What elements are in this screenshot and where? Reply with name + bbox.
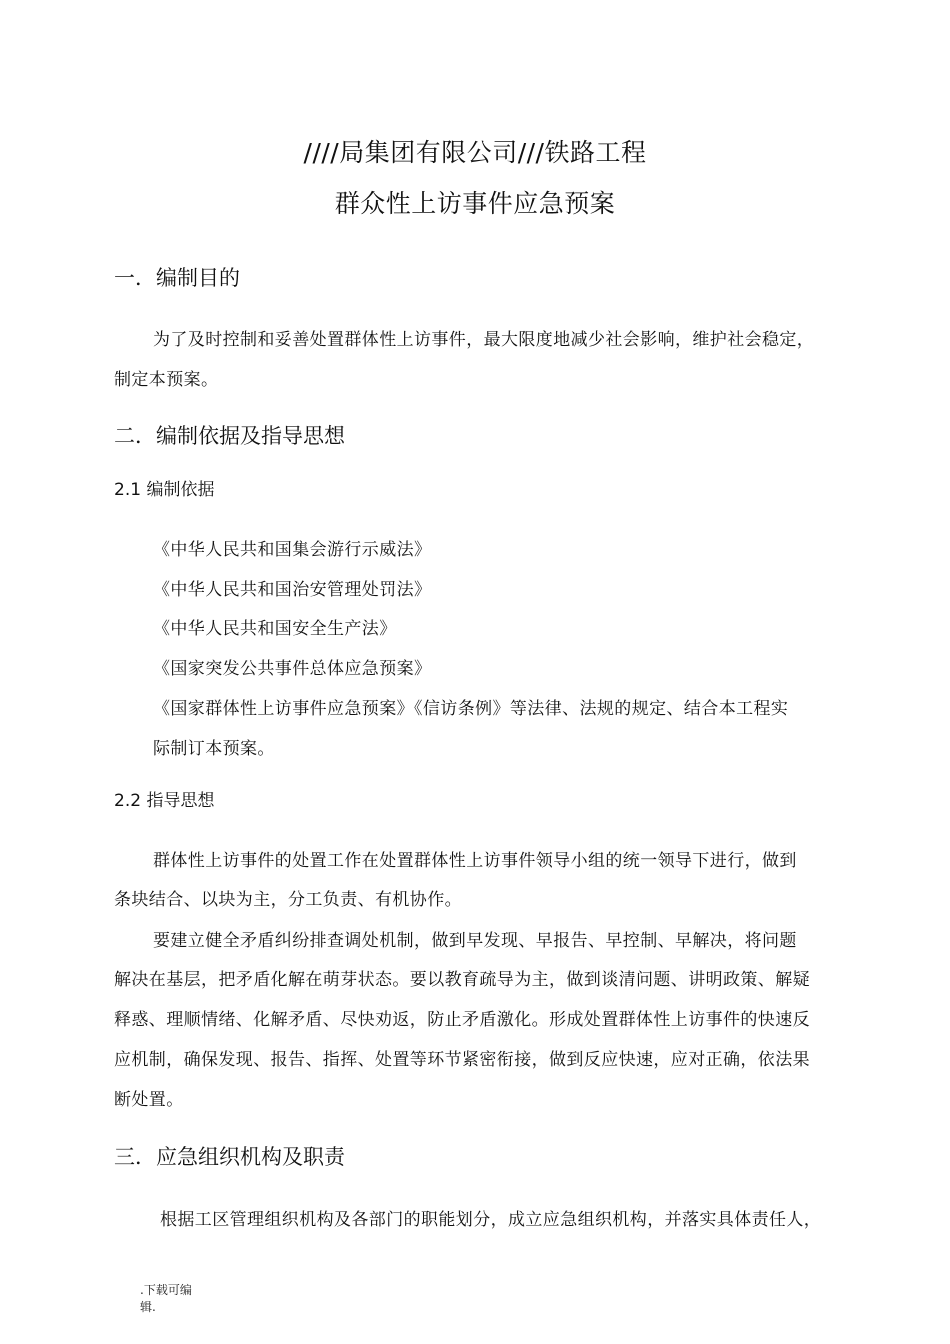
law-item-last-line1: 《国家群体性上访事件应急预案》《信访条例》等法律、法规的规定、结合本工程实	[153, 699, 789, 719]
section3-paragraph-line1: 根据工区管理组织机构及各部门的职能划分，成立应急组织机构，并落实具体责任人，	[160, 1210, 822, 1230]
guiding-paragraph1-line2: 条块结合、以块为主，分工负责、有机协作。	[114, 890, 462, 910]
law-item: 《中华人民共和国安全生产法》	[153, 619, 397, 639]
guiding-paragraph2-line4: 应机制，确保发现、报告、指挥、处置等环节紧密衔接，做到反应快速，应对正确，依法果	[114, 1050, 810, 1070]
guiding-paragraph2-line1: 要建立健全矛盾纠纷排查调处机制，做到早发现、早报告、早控制、早解决，将问题	[153, 931, 797, 951]
subsection-2-1-heading: 2.1 编制依据	[114, 480, 215, 500]
guiding-paragraph2-line5: 断处置。	[114, 1090, 184, 1110]
law-item: 《中华人民共和国治安管理处罚法》	[153, 580, 432, 600]
section1-heading: 一．编制目的	[114, 266, 240, 290]
section3-heading: 三．应急组织机构及职责	[114, 1145, 345, 1169]
law-item: 《国家突发公共事件总体应急预案》	[153, 659, 432, 679]
document-title-line2: 群众性上访事件应急预案	[334, 189, 616, 218]
law-item-last-line2: 际制订本预案。	[153, 739, 275, 759]
footer-note-line1: .下载可编	[140, 1283, 192, 1297]
guiding-paragraph1-line1: 群体性上访事件的处置工作在处置群体性上访事件领导小组的统一领导下进行，做到	[153, 851, 797, 871]
document-title-line1: ////局集团有限公司///铁路工程	[303, 138, 647, 167]
guiding-paragraph2-line3: 释惑、理顺情绪、化解矛盾、尽快劝返，防止矛盾激化。形成处置群体性上访事件的快速反	[114, 1010, 810, 1030]
section2-heading: 二．编制依据及指导思想	[114, 424, 345, 448]
law-item: 《中华人民共和国集会游行示威法》	[153, 540, 432, 560]
guiding-paragraph2-line2: 解决在基层，把矛盾化解在萌芽状态。要以教育疏导为主，做到谈清问题、讲明政策、解疑	[114, 970, 810, 990]
subsection-2-2-heading: 2.2 指导思想	[114, 791, 215, 811]
footer-note-line2: 辑.	[140, 1300, 156, 1314]
section1-paragraph-line1: 为了及时控制和妥善处置群体性上访事件，最大限度地减少社会影响，维护社会稳定，	[153, 330, 815, 350]
section1-paragraph-line2: 制定本预案。	[114, 370, 219, 390]
